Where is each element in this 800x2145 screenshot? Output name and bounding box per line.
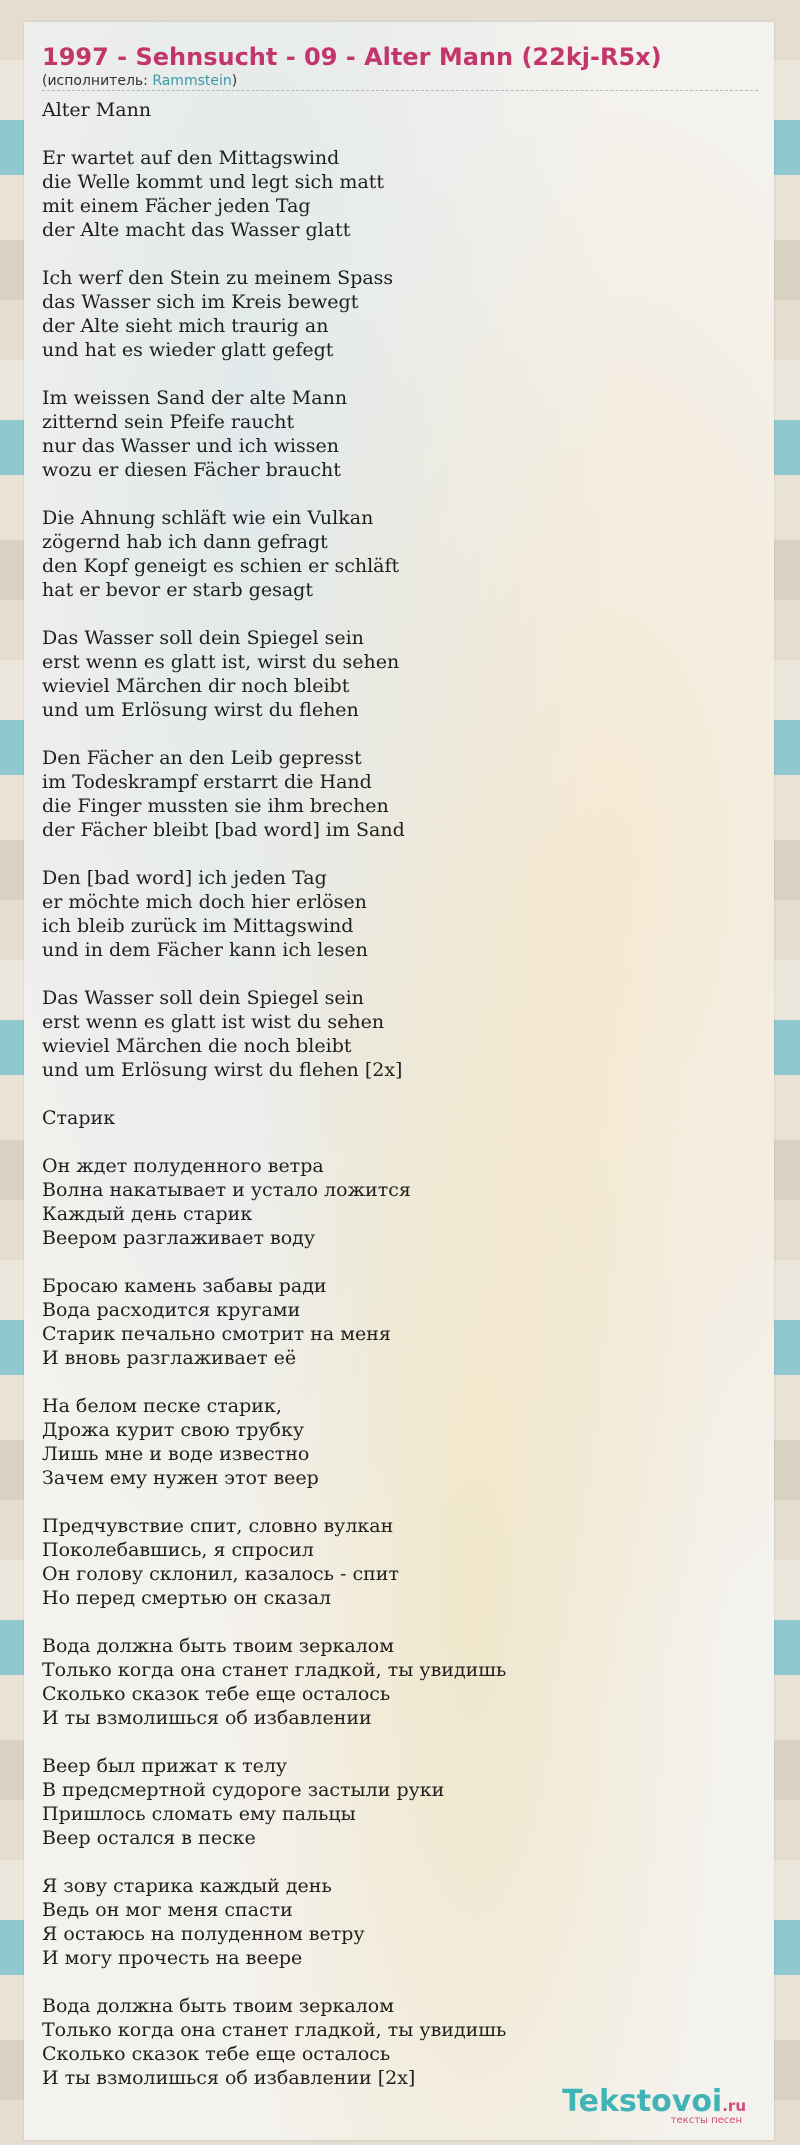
right-background-stripe bbox=[776, 0, 800, 2145]
lyrics-text: Alter Mann Er wartet auf den Mittagswind die Welle kommt und legt sich matt mit einem Fächer jeden Tag der Alte macht das Wasser glatt Ich werf den Stein zu meinem Spass das Wasser sich im Kreis bewegt der Alte sieht mich traurig an und hat es wieder glatt gefegt Im weissen Sand der alte Mann zitternd sein Pfeife raucht nur das Wasser und ich wissen wozu er diesen Fächer braucht Die Ahnung schläft wie ein Vulkan zögernd hab ich dann gefragt den Kopf geneigt es schien er schläft hat er bevor er starb gesagt Das Wasser soll dein Spiegel sein erst wenn es glatt ist, wirst du sehen wieviel Märchen dir noch bleibt und um Erlösung wirst du flehen Den Fächer an den Leib gepresst im Todeskrampf erstarrt die Hand die Finger mussten sie ihm brechen der Fächer bleibt [bad word] im Sand Den [bad word] ich jeden Tag er möchte mich doch hier erlösen ich bleib zurück im Mittagswind und in dem Fächer kann ich lesen Das Wasser soll dein Spiegel sein erst wenn es glatt ist wist du sehen wieviel Märchen die noch bleibt und um Erlösung wirst du flehen [2x] Старик Он ждет полуденного ветра Волна накатывает и устало ложится Каждый день старик Веером разглаживает воду Бросаю камень забавы ради Вода расходится кругами Старик печально смотрит на меня И вновь разглаживает её На белом песке старик, Дрожа курит свою трубку Лишь мне и воде известно Зачем ему нужен этот веер Предчувствие спит, словно вулкан Поколебавшись, я спросил Он голову склонил, казалось - спит Но перед смертью он сказал Вода должна быть твоим зеркалом Только когда она станет гладкой, ты увидишь Сколько сказок тебе еще осталось И ты взмолишься об избавлении Веер был прижат к телу В предсмертной судороге застыли руки Пришлось сломать ему пальцы Веер остался в песке Я зову старика каждый день Ведь он мог меня спасти Я остаюсь на полуденном ветру И могу прочесть на веере Вода должна быть твоим зеркалом Только когда она станет гладкой, ты увидишь Сколько сказок тебе еще осталось И ты взмолишься об избавлении [2x] bbox=[42, 99, 507, 2089]
logo-tld: .ru bbox=[722, 2097, 746, 2115]
logo-tagline: тексты песен bbox=[670, 2115, 742, 2126]
song-header bbox=[42, 42, 758, 90]
site-logo[interactable] bbox=[562, 2084, 746, 2126]
left-background-stripe bbox=[0, 0, 24, 2145]
logo-name: Tekstovoi bbox=[562, 2084, 723, 2119]
song-title: 1997 - Sehnsucht - 09 - Alter Mann (22kj-R5x) bbox=[42, 43, 662, 71]
lyrics-card bbox=[24, 22, 774, 2140]
header-divider bbox=[42, 90, 758, 91]
artist-line bbox=[42, 72, 758, 90]
artist-link[interactable]: Rammstein bbox=[152, 73, 232, 89]
artist-suffix: ) bbox=[231, 73, 238, 89]
artist-prefix: (исполнитель: bbox=[42, 73, 153, 89]
